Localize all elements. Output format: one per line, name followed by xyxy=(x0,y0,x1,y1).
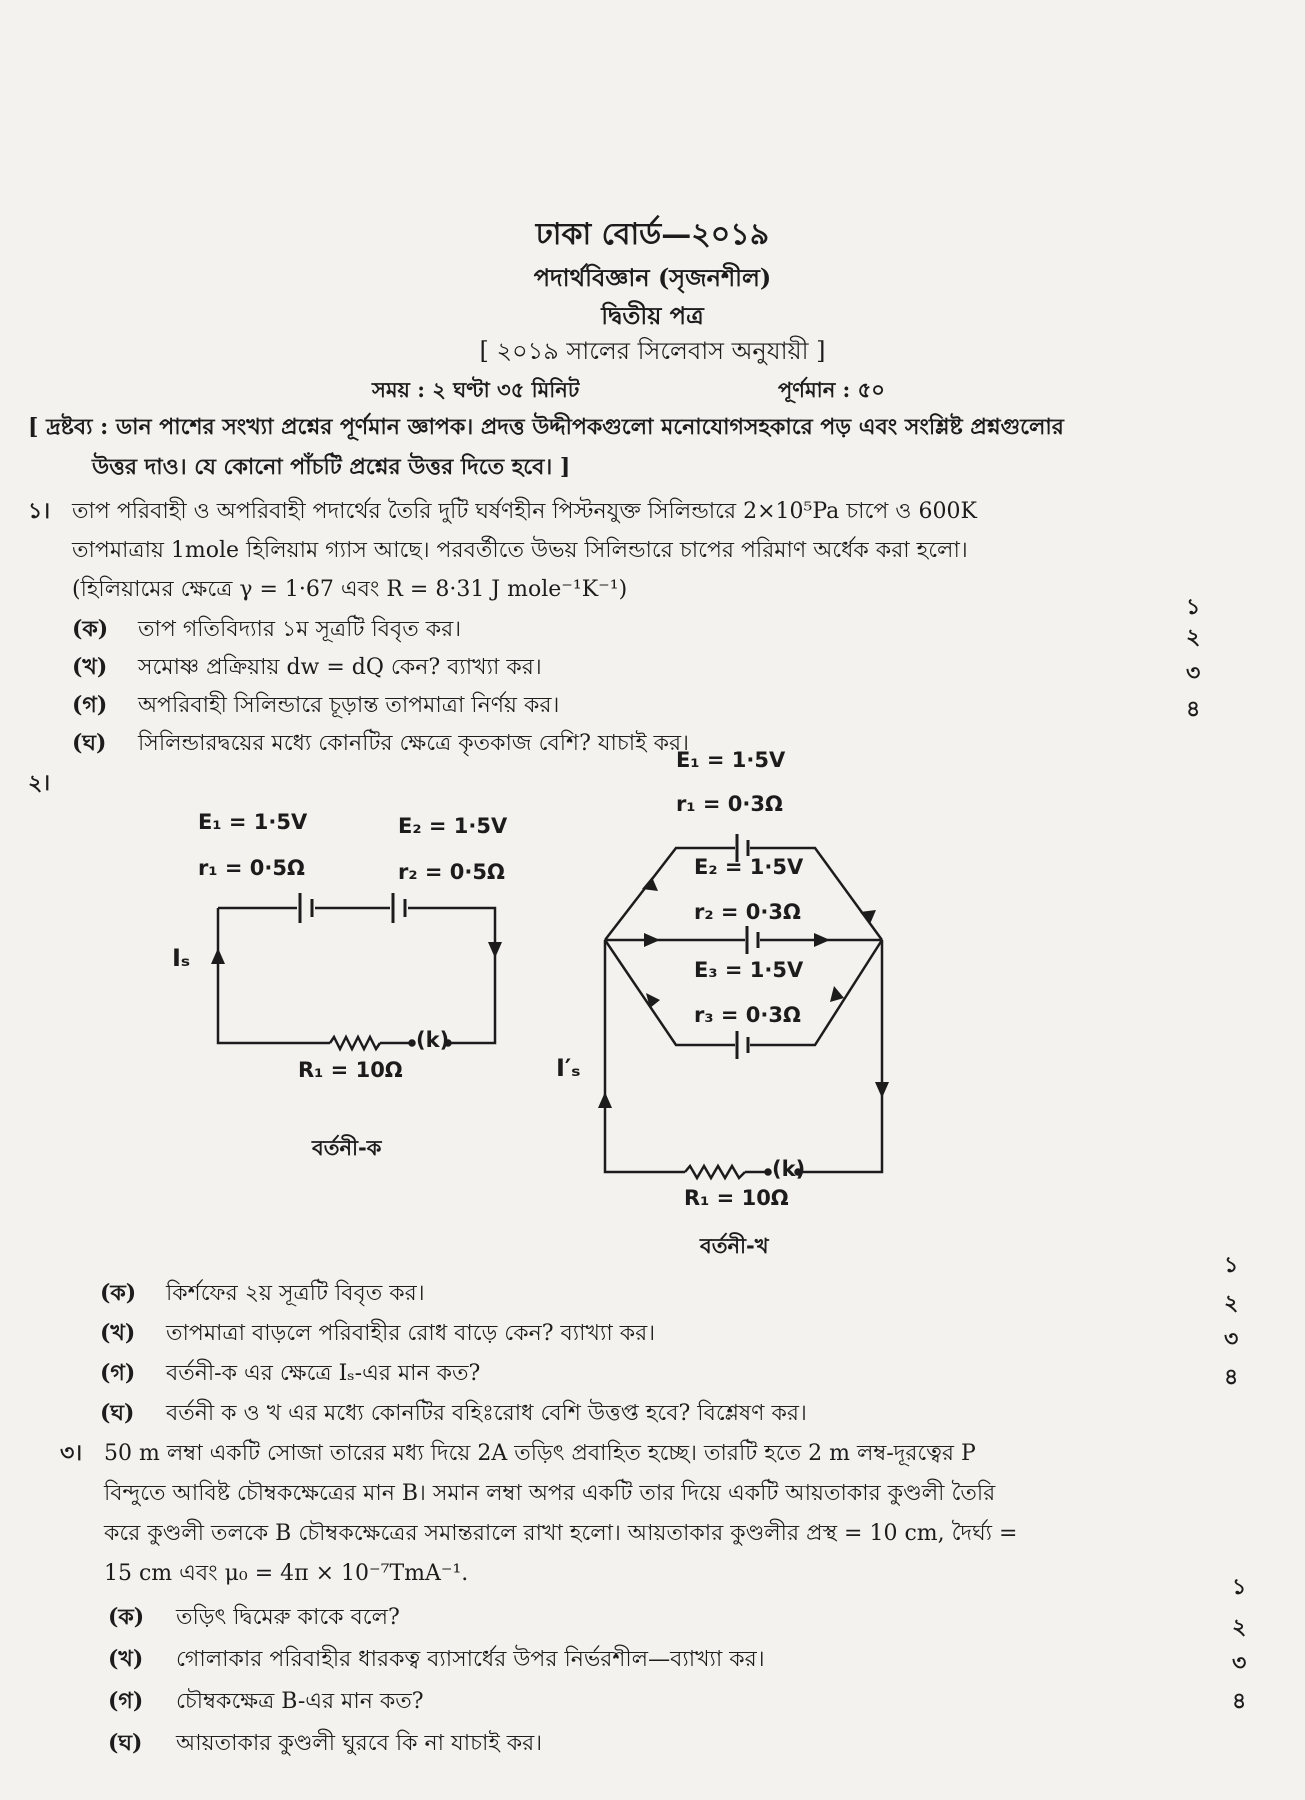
q1-part-text: অপরিবাহী সিলিন্ডারে চূড়ান্ত তাপমাত্রা নির্ণয় কর। xyxy=(138,693,560,718)
q3-stem-line-3: করে কুণ্ডলী তলকে B চৌম্বকক্ষেত্রের সমান্তরালে রাখা হলো। আয়তাকার কুণ্ডলীর প্রস্থ = 10 cm, দৈর্ঘ্য = xyxy=(104,1521,1018,1546)
q1-part-label: (ঘ) xyxy=(72,730,107,756)
q2-part-label: (ক) xyxy=(100,1280,137,1306)
q3-part-label: (ক) xyxy=(108,1604,145,1630)
board-title: ঢাকা বোর্ড—২০১৯ xyxy=(535,217,770,252)
q3-part-text: তড়িৎ দ্বিমেরু কাকে বলে? xyxy=(176,1605,400,1630)
q1-stem-line-1: তাপ পরিবাহী ও অপরিবাহী পদার্থের তৈরি দুটি ঘর্ষণহীন পিস্টনযুক্ত সিলিন্ডারে 2×10⁵Pa চাপে ও 600K xyxy=(72,499,977,524)
q3-part-text: গোলাকার পরিবাহীর ধারকত্ব ব্যাসার্ধের উপর নির্ভরশীল—ব্যাখ্যা কর। xyxy=(176,1647,765,1672)
instruction-line-2: উত্তর দাও। যে কোনো পাঁচটি প্রশ্নের উত্তর দিতে হবে। ] xyxy=(92,454,571,480)
q1-part-label: (ক) xyxy=(72,616,109,642)
q3-part-mark: ১ xyxy=(1232,1574,1247,1600)
circuit-b-e2: E₂ = 1·5V xyxy=(694,855,804,879)
circuit-a-r2: r₂ = 0·5Ω xyxy=(398,860,505,884)
circuit-b-e3: E₃ = 1·5V xyxy=(694,958,804,982)
q1-part-text: সমোষ্ণ প্রক্রিয়ায় dw = dQ কেন? ব্যাখ্যা কর। xyxy=(138,655,542,680)
exam-time: সময় : ২ ঘণ্টা ৩৫ মিনিট xyxy=(372,377,580,402)
q3-stem-line-1: 50 m লম্বা একটি সোজা তারের মধ্য দিয়ে 2A তড়িৎ প্রবাহিত হচ্ছে। তারটি হতে 2 m লম্ব-দূরত্বের P xyxy=(104,1441,976,1466)
q3-part-label: (ঘ) xyxy=(108,1730,143,1756)
circuit-b-r1: r₁ = 0·3Ω xyxy=(676,792,783,816)
circuit-a-r1: r₁ = 0·5Ω xyxy=(198,856,305,880)
syllabus-note: [ ২০১৯ সালের সিলেবাস অনুযায়ী ] xyxy=(479,337,826,365)
circuit-b-key: (k) xyxy=(772,1157,806,1181)
q1-part-mark: ১ xyxy=(1186,594,1201,620)
q3-part-label: (খ) xyxy=(108,1646,144,1672)
q2-part-text: কির্শফের ২য় সূত্রটি বিবৃত কর। xyxy=(166,1281,425,1306)
q1-part-mark: ৩ xyxy=(1186,660,1201,686)
circuit-a-current: Iₛ xyxy=(172,944,191,972)
q2-part-mark: ২ xyxy=(1224,1290,1239,1316)
q1-stem-line-3: (হিলিয়ামের ক্ষেত্রে γ = 1·67 এবং R = 8·31 J mole⁻¹K⁻¹) xyxy=(72,577,628,602)
q2-part-text: বর্তনী ক ও খ এর মধ্যে কোনটির বহিঃরোধ বেশি উত্তপ্ত হবে? বিশ্লেষণ কর। xyxy=(166,1401,807,1426)
q3-part-label: (গ) xyxy=(108,1688,144,1714)
q3-part-mark: ৪ xyxy=(1232,1688,1247,1714)
q2-part-text: তাপমাত্রা বাড়লে পরিবাহীর রোধ বাড়ে কেন? ব্যাখ্যা কর। xyxy=(166,1321,656,1346)
q2-part-text: বর্তনী-ক এর ক্ষেত্রে Iₛ-এর মান কত? xyxy=(166,1361,481,1386)
q1-part-text: তাপ গতিবিদ্যার ১ম সূত্রটি বিবৃত কর। xyxy=(138,617,462,642)
q1-stem-line-2: তাপমাত্রায় 1mole হিলিয়াম গ্যাস আছে। পরবর্তীতে উভয় সিলিন্ডারে চাপের পরিমাণ অর্ধেক করা হলো। xyxy=(72,538,968,563)
q2-part-label: (গ) xyxy=(100,1360,136,1386)
circuit-a-caption: বর্তনী-ক xyxy=(312,1136,382,1160)
circuit-a-resistor: R₁ = 10Ω xyxy=(298,1058,403,1082)
circuit-a-e2: E₂ = 1·5V xyxy=(398,814,508,838)
q1-number: ১। xyxy=(28,498,51,524)
q3-part-text: আয়তাকার কুণ্ডলী ঘুরবে কি না যাচাই কর। xyxy=(176,1731,543,1756)
circuit-b-r2: r₂ = 0·3Ω xyxy=(694,900,801,924)
circuit-a-key: (k) xyxy=(416,1028,450,1052)
q2-part-mark: ৪ xyxy=(1224,1364,1239,1390)
q1-part-mark: ৪ xyxy=(1186,696,1201,722)
q3-stem-line-4: 15 cm এবং μ₀ = 4π × 10⁻⁷TmA⁻¹. xyxy=(104,1561,469,1586)
full-marks: পূর্ণমান : ৫০ xyxy=(778,377,885,402)
q3-stem-line-2: বিন্দুতে আবিষ্ট চৌম্বকক্ষেত্রের মান B। সমান লম্বা অপর একটি তার দিয়ে একটি আয়তাকার কুণ্ডলী তৈরি xyxy=(104,1481,996,1506)
q1-part-text: সিলিন্ডারদ্বয়ের মধ্যে কোনটির ক্ষেত্রে কৃতকাজ বেশি? যাচাই কর। xyxy=(138,731,689,756)
q1-part-label: (গ) xyxy=(72,692,108,718)
circuit-b-r3: r₃ = 0·3Ω xyxy=(694,1003,801,1027)
q3-part-mark: ২ xyxy=(1232,1614,1247,1640)
q3-part-mark: ৩ xyxy=(1232,1650,1247,1676)
q3-number: ৩। xyxy=(60,1440,83,1466)
q2-number: ২। xyxy=(28,770,51,796)
q2-part-label: (ঘ) xyxy=(100,1400,135,1426)
q3-part-text: চৌম্বকক্ষেত্র B-এর মান কত? xyxy=(176,1689,424,1714)
q2-part-label: (খ) xyxy=(100,1320,136,1346)
q2-part-mark: ৩ xyxy=(1224,1326,1239,1352)
circuit-b-e1: E₁ = 1·5V xyxy=(676,748,786,772)
circuit-b-resistor: R₁ = 10Ω xyxy=(684,1186,789,1210)
circuit-b-current: I′ₛ xyxy=(556,1054,581,1082)
q1-part-mark: ২ xyxy=(1186,624,1201,650)
circuit-a-e1: E₁ = 1·5V xyxy=(198,810,308,834)
q2-part-mark: ১ xyxy=(1224,1252,1239,1278)
paper-title: দ্বিতীয় পত্র xyxy=(601,301,704,330)
subject-title: পদার্থবিজ্ঞান (সৃজনশীল) xyxy=(533,263,772,292)
q1-part-label: (খ) xyxy=(72,654,108,680)
instruction-line-1: [ দ্রষ্টব্য : ডান পাশের সংখ্যা প্রশ্নের পূর্ণমান জ্ঞাপক। প্রদত্ত উদ্দীপকগুলো মনোযোগসহকারে পড় এবং সংশ্লিষ্ট প্রশ্নগুলোর xyxy=(28,414,1064,440)
circuit-b-caption: বর্তনী-খ xyxy=(700,1234,769,1258)
